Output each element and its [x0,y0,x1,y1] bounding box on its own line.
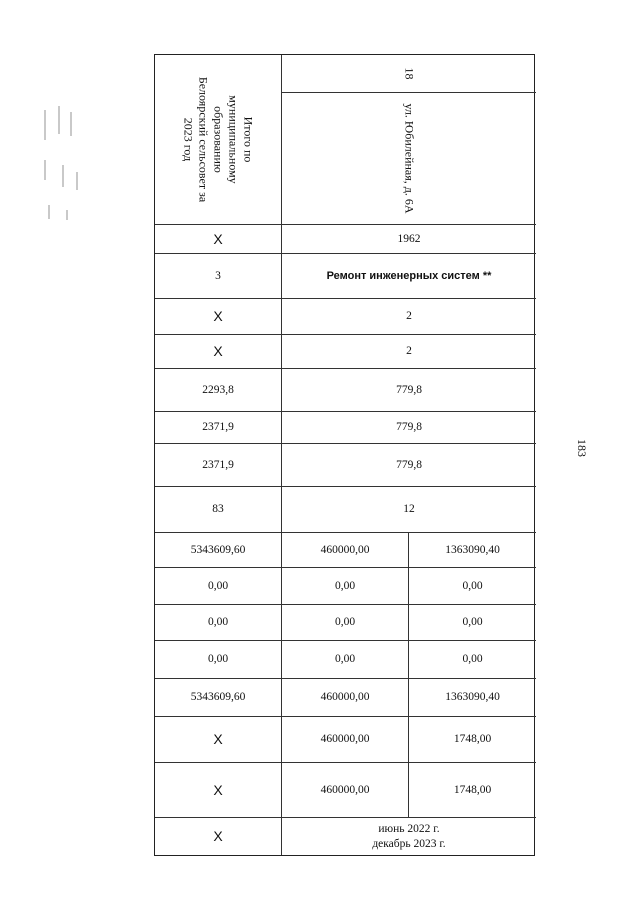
bleed-through-mark [70,112,72,136]
value-cell: 12 [282,487,536,533]
value-cell-right: 1363090,40 [409,533,536,568]
bleed-through-mark [76,172,78,190]
value-cell: 779,8 [282,369,536,412]
date-range-cell [282,818,536,855]
page-number: 183 [575,439,590,457]
value-cell-left: 460000,00 [282,533,409,568]
value-cell-right: 0,00 [409,641,536,679]
total-cell: 83 [155,487,282,533]
value-cell: 1962 [282,225,536,254]
value-cell: 2 [282,335,536,369]
value-cell-left: 0,00 [282,641,409,679]
value-cell-left: 0,00 [282,605,409,641]
address-cell [282,93,536,225]
total-cell: 2371,9 [155,444,282,487]
value-cell-right: 1748,00 [409,763,536,818]
total-cell: Х [155,335,282,369]
value-cell: 779,8 [282,444,536,487]
bleed-through-mark [58,106,60,134]
total-cell: Х [155,717,282,763]
value-cell-right: 1748,00 [409,717,536,763]
total-cell: 5343609,60 [155,679,282,717]
value-cell: 779,8 [282,412,536,444]
value-cell: Ремонт инженерных систем ** [282,254,536,299]
total-header-cell [155,55,282,225]
bleed-through-mark [44,110,46,140]
total-cell: Х [155,818,282,855]
bleed-through-mark [44,160,46,180]
value-cell-right: 0,00 [409,568,536,605]
total-header-label: Итого по муниципальному образованию Белоярский сельсовет за 2023 год [181,76,256,203]
total-cell: 3 [155,254,282,299]
total-cell: Х [155,299,282,335]
value-cell-right: 1363090,40 [409,679,536,717]
value-cell-left: 460000,00 [282,717,409,763]
total-cell: 2371,9 [155,412,282,444]
row-number-cell [282,55,536,93]
total-cell: Х [155,225,282,254]
data-table [154,54,535,856]
bleed-through-mark [48,205,50,219]
date-end: декабрь 2023 г. [372,837,446,850]
total-cell: 0,00 [155,605,282,641]
value-cell-left: 460000,00 [282,763,409,818]
total-cell: 5343609,60 [155,533,282,568]
value-cell-left: 0,00 [282,568,409,605]
row-number: 18 [402,67,417,80]
value-cell-left: 460000,00 [282,679,409,717]
total-cell: 0,00 [155,568,282,605]
value-cell-right: 0,00 [409,605,536,641]
total-cell: 2293,8 [155,369,282,412]
value-cell: 2 [282,299,536,335]
total-cell: 0,00 [155,641,282,679]
bleed-through-mark [62,165,64,187]
address: ул. Юбилейная, д. 6А [402,103,417,214]
total-cell: Х [155,763,282,818]
date-start: июнь 2022 г. [378,822,440,835]
bleed-through-mark [66,210,68,220]
